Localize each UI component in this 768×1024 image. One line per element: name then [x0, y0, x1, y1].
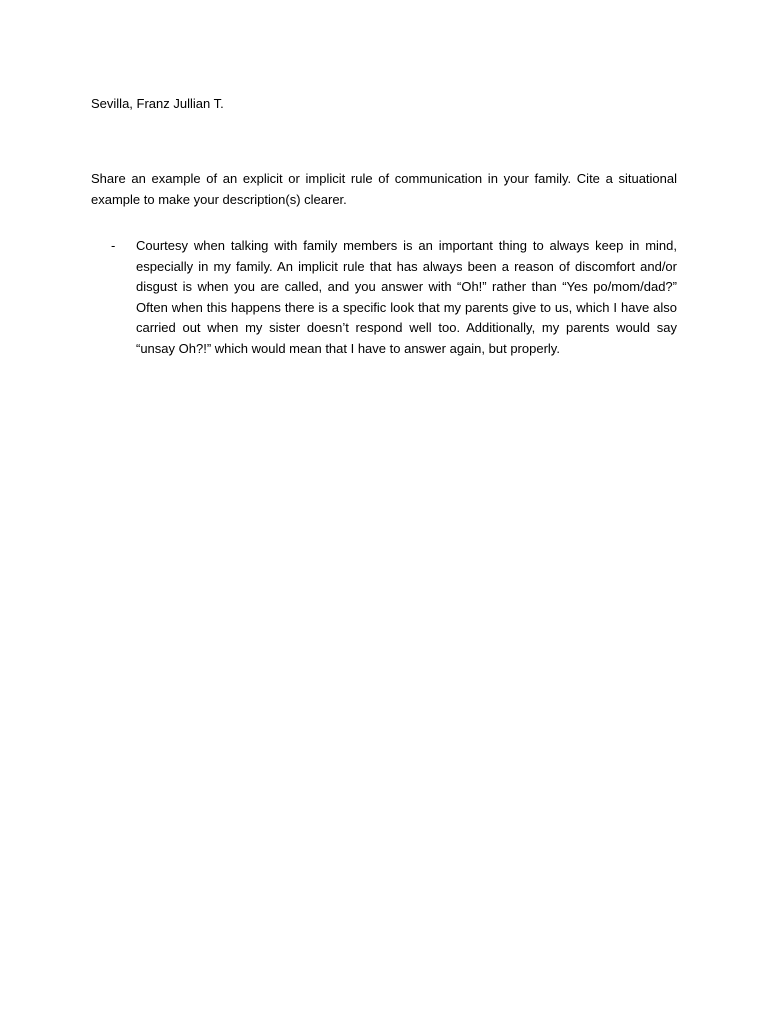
answer-text: Courtesy when talking with family members is an important thing to always keep in mind, especially in my family. An implicit rule that has always been a reason of discomfort and/or disgust is when you are called, and you answer with “Oh!” rather than “Yes po/mom/dad?” Often when this happens there is a specific look that my parents give to us, which I have also carried out when my sister doesn’t respond well too. Additionally, my parents would say “unsay Oh?!” which would mean that I have to answer again, but properly. [136, 238, 677, 356]
answer-list-item [111, 236, 677, 359]
author-name: Sevilla, Franz Jullian T. [91, 96, 224, 111]
dash-bullet-marker: - [111, 238, 116, 253]
question-prompt: Share an example of an explicit or implicit rule of communication in your family. Cite a situational example to make your description(s) clearer. [91, 171, 677, 207]
answer-list [111, 236, 677, 359]
